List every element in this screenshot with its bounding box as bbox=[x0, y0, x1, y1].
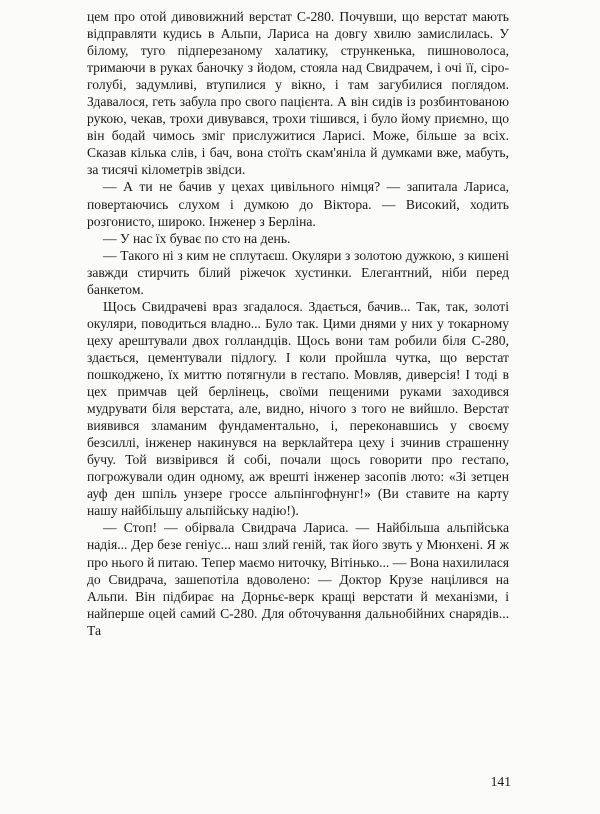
paragraph: Щось Свидрачеві враз згадалося. Здається, бачив... Так, так, золоті окуляри, поводиться владно... Було так. Цими днями у них у токарному цеху арештували двох голландців. Щось вони там робили біля С-280, здається, цементували підлогу. І коли пройшла чутка, що верстат пошкоджено, їх миттю потягнули в гестапо. Мовляв, диверсія! І тоді в цех примчав цей берлінець, своїми пещеними руками заходився мудрувати біля верстата, але, видно, нічого з того не вийшло. Верстат виявився зламаним фундаментально, і, переконавшись у своєму безсиллі, інженер накинувся на верклайтера цеху і зчинив страшенну бучу. Той визвірився й собі, почали щось говорити про гестапо, погрожували один одному, аж врешті інженер засопів люто: «Зі зетцен ауф ден шпіль унзере гроссе альпінгофнунг!» (Ви ставите на карту нашу найбільшу альпійську надію!). bbox=[87, 298, 509, 519]
paragraph: цем про отой дивовижний верстат С-280. Почувши, що верстат мають відправляти кудись в Альпи, Лариса на довгу хвилю замислилась. У білому, туго підперезаному халатику, стрункенька, пишноволоса, тримаючи в руках баночку з йодом, стояла над Свидрачем, і очі її, сіро-голубі, задумливі, втупилися у вікно, і там загубилися поглядом. Здавалося, геть забула про свого пацієнта. А він сидів із розбинтованою рукою, чекав, трохи дивувався, трохи тішився, і було йому приємно, що він бодай чимось зміг прислужитися Ларисі. Може, більше за всіх. Сказав кілька слів, і бач, вона стоїть скам'яніла й думками вже, мабуть, за тисячі кілометрів звідси. bbox=[87, 9, 509, 178]
page-text bbox=[87, 8, 509, 639]
paragraph: — А ти не бачив у цехах цивільного німця? — запитала Лариса, повертаючись слухом і думкою до Віктора. — Високий, ходить розгонисто, широко. Інженер з Берліна. bbox=[87, 179, 509, 229]
page-number: 141 bbox=[490, 774, 511, 789]
paragraph: — Такого ні з ким не сплутаєш. Окуляри з золотою дужкою, з кишені завжди стирчить білий ріжечок хустинки. Елегантний, ніби перед банкетом. bbox=[87, 247, 509, 297]
paragraph: — Стоп! — обірвала Свидрача Лариса. — Найбільша альпійська надія... Дер безе геніус... наш злий геній, так його звуть у Мюнхені. Я ж про нього й питаю. Тепер маємо ниточку, Вітінько... — Вона нахилилася до Свидрача, зашепотіла вдоволено: — Доктор Крузе націлився на Альпи. Він підбирає на Дорньє-верк кращі верстати й механізми, і найперше оцей самий С-280. Для обточування дальнобійних снарядів... Та bbox=[87, 520, 509, 638]
paragraph: — У нас їх буває по сто на день. bbox=[103, 230, 291, 246]
